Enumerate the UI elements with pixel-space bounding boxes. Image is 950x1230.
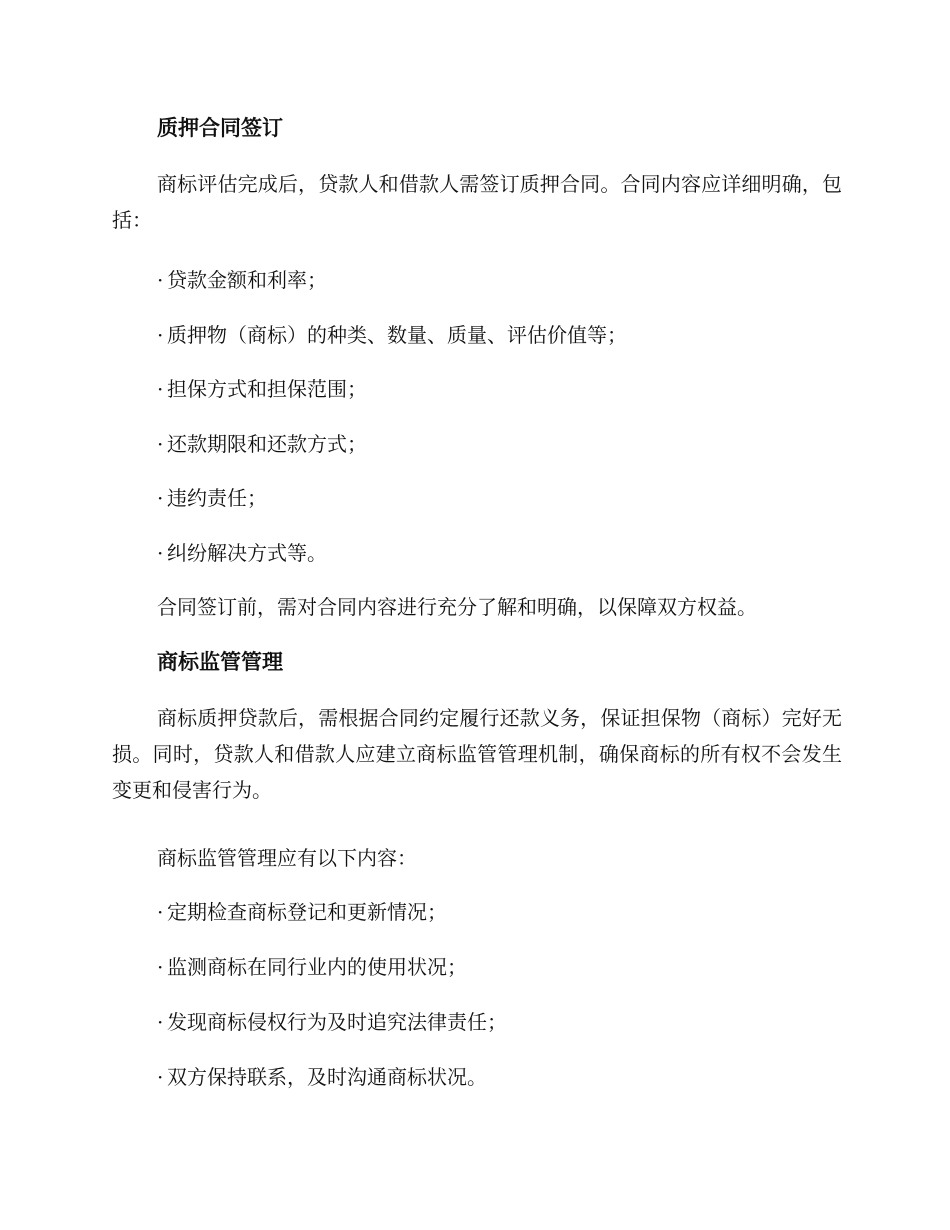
bullet-item: [157, 266, 327, 294]
bullet-text: 违约责任；: [167, 486, 267, 510]
bullet-text: 担保方式和担保范围；: [167, 377, 367, 401]
bullet-text: 发现商标侵权行为及时追究法律责任；: [167, 1010, 507, 1034]
bullet-mark: ·: [157, 323, 164, 347]
bullet-mark: ·: [157, 1065, 164, 1089]
bullet-mark: ·: [157, 377, 164, 401]
bullet-mark: ·: [157, 900, 164, 924]
bullet-mark: ·: [157, 432, 164, 456]
bullet-mark: ·: [157, 955, 164, 979]
bullet-text: 双方保持联系，及时沟通商标状况。: [167, 1065, 487, 1089]
bullet-item: [157, 321, 627, 349]
paragraph-supervision-intro: 商标质押贷款后，需根据合同约定履行还款义务，保证担保物（商标）完好无损。同时，贷款人和借款人应建立商标监管管理机制，确保商标的所有权不会发生变更和侵害行为。: [112, 706, 842, 802]
bullet-text: 质押物（商标）的种类、数量、质量、评估价值等；: [167, 323, 627, 347]
bullet-mark: ·: [157, 1010, 164, 1034]
bullet-item: [157, 953, 467, 981]
bullet-item: [157, 430, 367, 458]
section-heading-pledge-contract: 质押合同签订: [157, 116, 283, 140]
bullet-text: 定期检查商标登记和更新情况；: [167, 900, 447, 924]
bullet-mark: ·: [157, 541, 164, 565]
bullet-text: 还款期限和还款方式；: [167, 432, 367, 456]
bullet-item: [157, 539, 327, 567]
bullet-text: 监测商标在同行业内的使用状况；: [167, 955, 467, 979]
paragraph-supervision-lead: 商标监管管理应有以下内容：: [157, 846, 417, 870]
bullet-item: [157, 1063, 487, 1091]
bullet-item: [157, 484, 267, 512]
bullet-item: [157, 898, 447, 926]
bullet-item: [157, 1008, 507, 1036]
paragraph-contract-intro: 商标评估完成后，贷款人和借款人需签订质押合同。合同内容应详细明确，包括：: [112, 172, 842, 232]
bullet-mark: ·: [157, 486, 164, 510]
bullet-text: 纠纷解决方式等。: [167, 541, 327, 565]
bullet-mark: ·: [157, 268, 164, 292]
section-heading-supervision: 商标监管管理: [157, 650, 283, 674]
bullet-text: 贷款金额和利率；: [167, 268, 327, 292]
bullet-item: [157, 375, 367, 403]
paragraph-contract-closing: 合同签订前，需对合同内容进行充分了解和明确，以保障双方权益。: [157, 595, 757, 619]
